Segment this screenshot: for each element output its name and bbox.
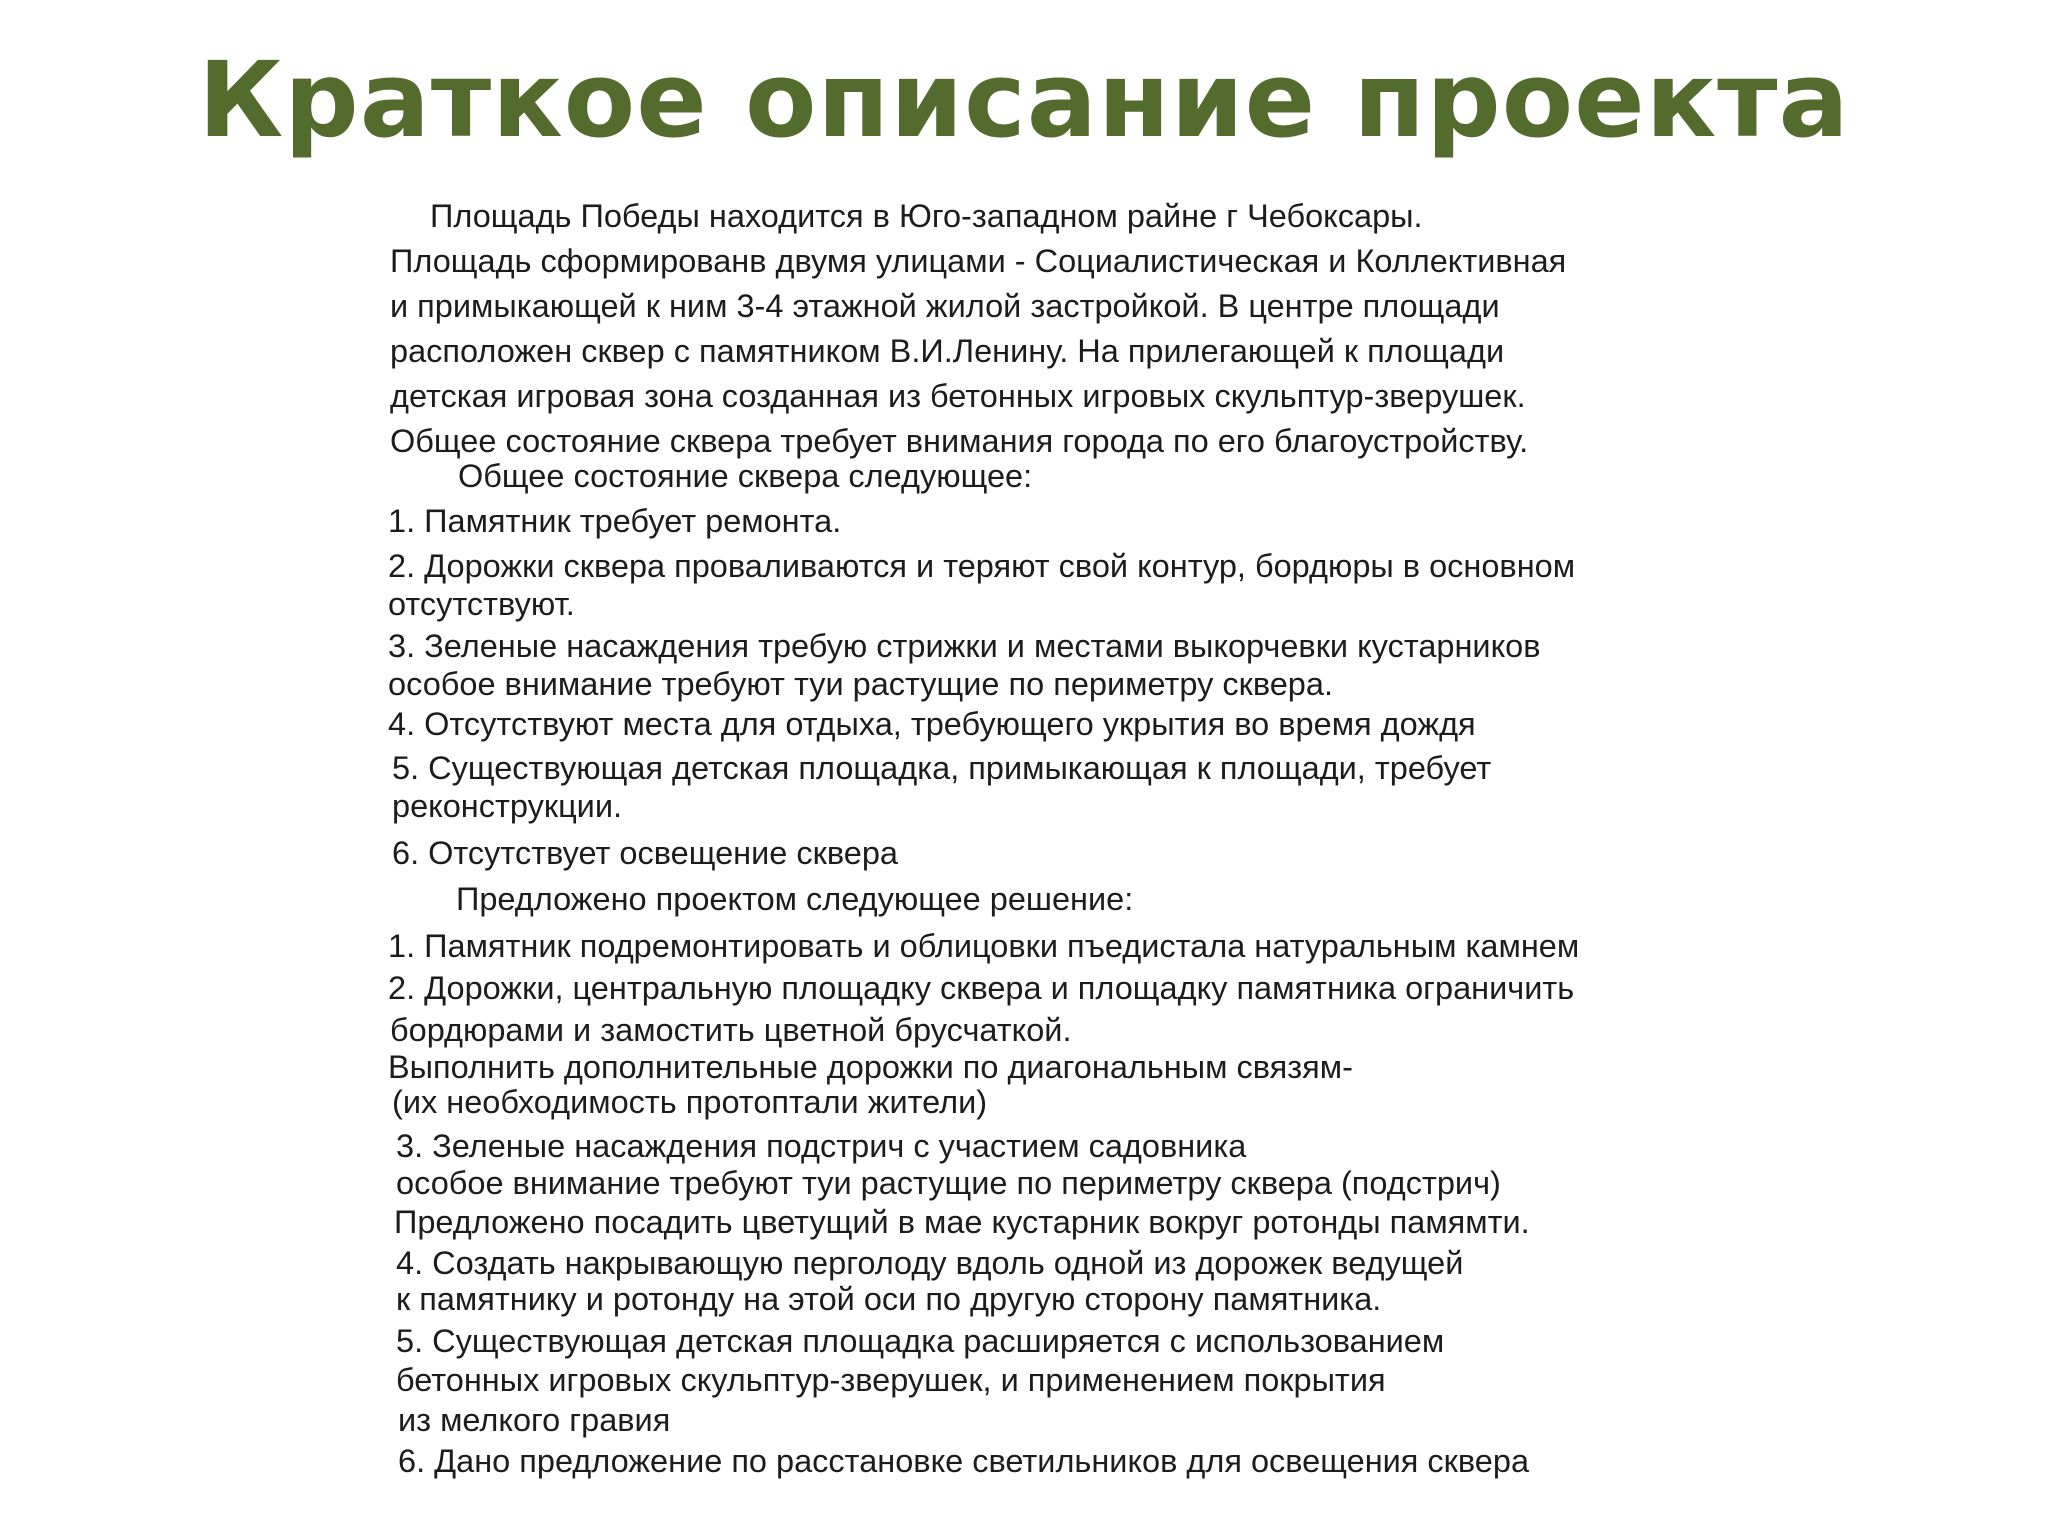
text-line: отсутствуют. (388, 586, 575, 622)
text-line: Общее состояние сквера требует внимания города по его благоустройству. (390, 423, 1529, 459)
text-line: 4. Создать накрывающую перголоду вдоль одной из дорожек ведущей (396, 1245, 1464, 1281)
text-line: 4. Отсутствуют места для отдыха, требующего укрытия во время дождя (388, 706, 1476, 742)
text-line: бордюрами и замостить цветной брусчаткой. (390, 1012, 1072, 1048)
text-line: Предложено проектом следующее решение: (456, 881, 1134, 917)
text-line: 6. Дано предложение по расстановке светильников для освещения сквера (398, 1443, 1530, 1479)
text-line: Предложено посадить цветущий в мае кустарник вокруг ротонды памямти. (394, 1204, 1530, 1240)
text-line: детская игровая зона созданная из бетонных игровых скульптур-зверушек. (390, 378, 1526, 414)
text-line: из мелкого гравия (398, 1402, 671, 1438)
text-line: к памятнику и ротонду на этой оси по другую сторону памятника. (396, 1281, 1382, 1317)
text-line: 1. Памятник требует ремонта. (388, 503, 842, 539)
text-line: 3. Зеленые насаждения требую стрижки и местами выкорчевки кустарников (388, 628, 1541, 664)
text-line: Общее состояние сквера следующее: (458, 458, 1033, 494)
text-line: Выполнить дополнительные дорожки по диагональным связям- (388, 1049, 1353, 1085)
text-line: 5. Существующая детская площадка, примыкающая к площади, требует (392, 750, 1492, 786)
text-line: Площадь сформированв двумя улицами - Социалистическая и Коллективная (390, 243, 1567, 279)
text-line: 2. Дорожки, центральную площадку сквера и площадку памятника ограничить (388, 970, 1575, 1006)
slide-title: Краткое описание проекта (198, 39, 1850, 161)
text-line: 1. Памятник подремонтировать и облицовки пъедистала натуральным камнем (388, 928, 1580, 964)
text-line: (их необходимость протоптали жители) (392, 1084, 988, 1120)
text-line: и примыкающей к ним 3-4 этажной жилой застройкой. В центре площади (390, 288, 1500, 324)
text-line: реконструкции. (392, 788, 623, 824)
text-line: 5. Существующая детская площадка расширяется с использованием (396, 1323, 1445, 1359)
text-line: 6. Отсутствует освещение сквера (392, 835, 898, 871)
text-line: 2. Дорожки сквера проваливаются и теряют свой контур, бордюры в основном (388, 548, 1576, 584)
text-line: 3. Зеленые насаждения подстрич с участием садовника (396, 1128, 1247, 1164)
text-line: особое внимание требуют туи растущие по периметру сквера (подстрич) (396, 1165, 1501, 1201)
text-line: особое внимание требуют туи растущие по периметру сквера. (388, 666, 1333, 702)
text-line: расположен сквер с памятником В.И.Ленину. На прилегающей к площади (390, 333, 1505, 369)
text-line: Площадь Победы находится в Юго-западном райне г Чебоксары. (430, 198, 1423, 234)
text-line: бетонных игровых скульптур-зверушек, и применением покрытия (396, 1362, 1386, 1398)
